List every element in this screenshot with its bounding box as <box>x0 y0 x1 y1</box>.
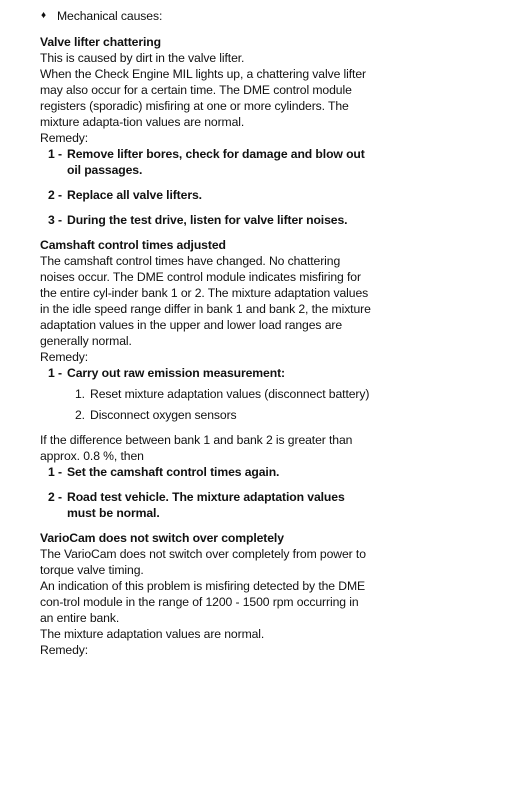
step-text: Remove lifter bores, check for damage and blow out oil passages. <box>67 147 365 177</box>
remedy-label: Remedy: <box>40 350 89 364</box>
paragraph: The VarioCam does not switch over completely from power to torque valve timing. <box>40 547 366 577</box>
remedy-label: Remedy: <box>40 131 89 145</box>
section-heading: Camshaft control times adjusted <box>40 238 226 252</box>
manual-page <box>40 8 375 658</box>
substep-number: 2. <box>75 408 85 422</box>
paragraph: An indication of this problem is misfiring detected by the DME con-trol module in the range of 1200 - 1500 rpm occurring in an entire bank. <box>40 579 366 625</box>
bullet-item <box>40 8 375 24</box>
section-heading: Valve lifter chattering <box>40 35 161 49</box>
step-item <box>48 365 375 381</box>
substep-text: Disconnect oxygen sensors <box>90 408 237 422</box>
substep-list <box>75 386 375 423</box>
paragraph: This is caused by dirt in the valve lifter. <box>40 51 245 65</box>
diamond-bullet-icon: ♦ <box>41 10 47 21</box>
step-number: 2 - <box>48 188 62 202</box>
step-text: Set the camshaft control times again. <box>67 465 280 479</box>
step-text: Replace all valve lifters. <box>67 188 202 202</box>
step-item <box>48 146 375 178</box>
substep-item <box>75 386 375 402</box>
step-number: 3 - <box>48 213 62 227</box>
paragraph: When the Check Engine MIL lights up, a chattering valve lifter may also occur for a certain time. The DME control module registers (sporadic) misfiring at one or more cylinders. The mixture adapta-tion values are normal. <box>40 67 366 129</box>
step-list <box>48 146 375 228</box>
step-item <box>48 187 375 203</box>
step-text: Road test vehicle. The mixture adaptation values must be normal. <box>67 490 345 520</box>
step-item <box>48 464 375 480</box>
step-text: Carry out raw emission measurement: <box>67 366 285 380</box>
step-list <box>48 464 375 521</box>
substep-item <box>75 407 375 423</box>
step-number: 1 - <box>48 465 62 479</box>
paragraph: The camshaft control times have changed. No chattering noises occur. The DME control module indicates misfiring for the entire cyl-inder bank 1 or 2. The mixture adaptation values in the idle speed range differ in bank 1 and bank 2, the mixture adaptation values in the upper and lower load ranges are generally normal. <box>40 254 371 348</box>
step-item <box>48 489 375 521</box>
paragraph: If the difference between bank 1 and bank 2 is greater than approx. 0.8 %, then <box>40 433 353 463</box>
remedy-label: Remedy: <box>40 643 89 657</box>
step-number: 1 - <box>48 366 62 380</box>
step-list <box>48 365 375 381</box>
step-text: During the test drive, listen for valve lifter noises. <box>67 213 348 227</box>
step-number: 1 - <box>48 147 62 161</box>
substep-number: 1. <box>75 387 85 401</box>
step-item <box>48 212 375 228</box>
bullet-text: Mechanical causes: <box>57 9 163 23</box>
step-number: 2 - <box>48 490 62 504</box>
section-heading: VarioCam does not switch over completely <box>40 531 284 545</box>
paragraph: The mixture adaptation values are normal. <box>40 627 265 641</box>
substep-text: Reset mixture adaptation values (disconnect battery) <box>90 387 370 401</box>
